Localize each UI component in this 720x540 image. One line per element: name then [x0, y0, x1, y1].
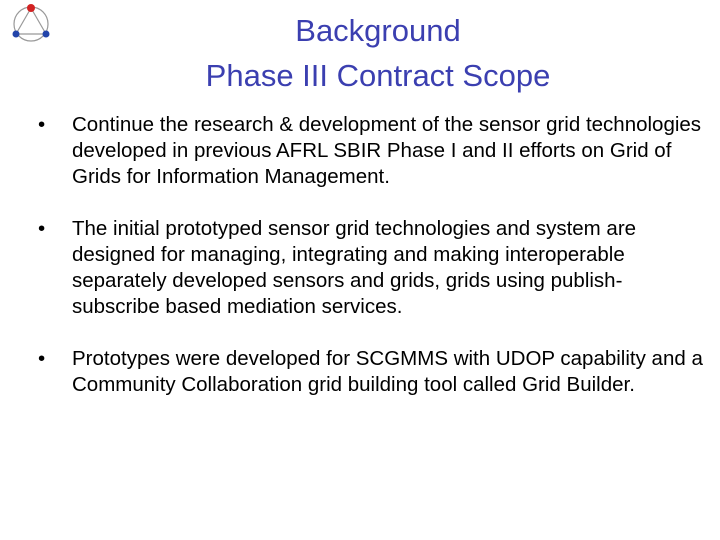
bullet-text: Prototypes were developed for SCGMMS with UDOP capability and a Community Collaboration grid building tool called Grid Builder.	[72, 347, 703, 396]
bullet-item	[38, 112, 708, 190]
bullet-marker: •	[38, 347, 46, 370]
bullet-marker: •	[38, 217, 46, 240]
title-line-1: Background	[295, 13, 461, 48]
bullet-text: The initial prototyped sensor grid technologies and system are designed for managing, integrating and making interoperable separately developed sensors and grids, grids using publish-subscribe based mediation services.	[72, 217, 637, 318]
bullet-list	[38, 112, 708, 424]
bullet-item	[38, 346, 708, 398]
bullet-item	[38, 216, 708, 320]
slide-title	[0, 8, 720, 98]
bullet-marker: •	[38, 113, 46, 136]
title-line-2: Phase III Contract Scope	[205, 58, 551, 93]
bullet-text: Continue the research & development of the sensor grid technologies developed in previous AFRL SBIR Phase I and II efforts on Grid of Grids for Information Management.	[72, 113, 702, 188]
